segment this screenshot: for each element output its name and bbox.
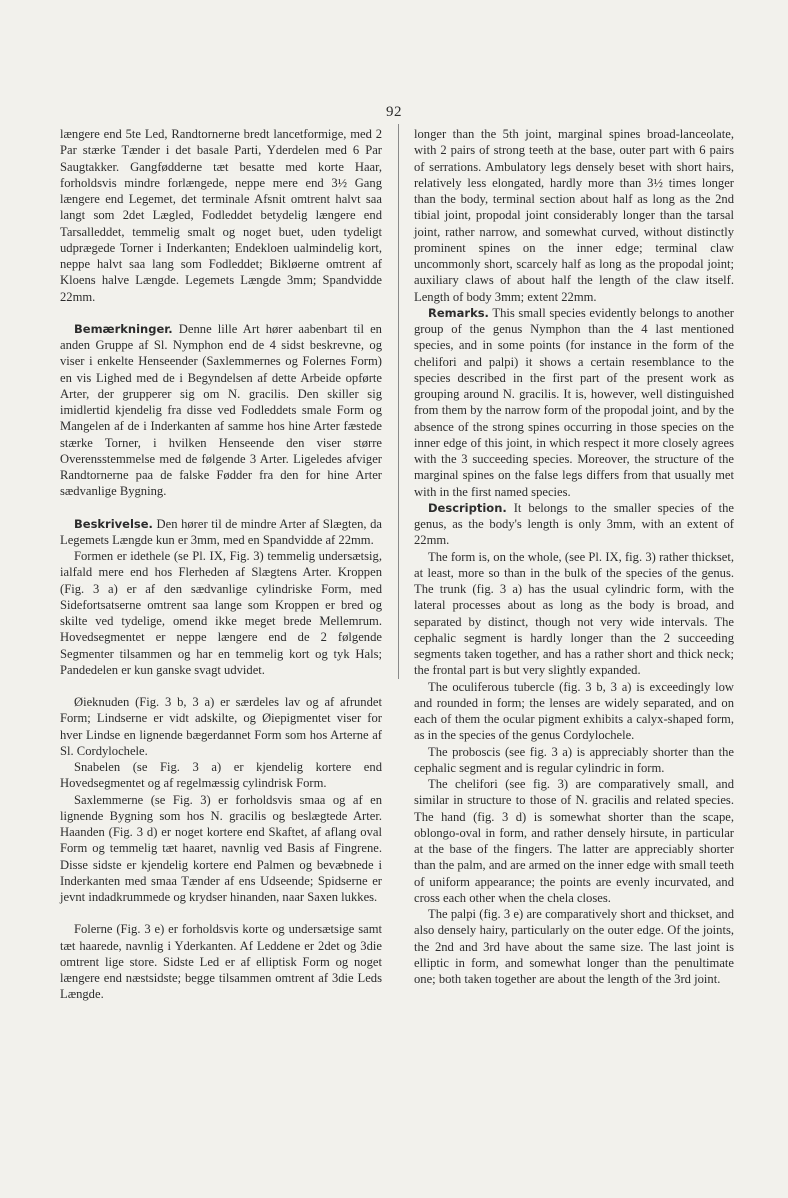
right-paragraph-palpi: The palpi (fig. 3 e) are comparatively short and thickset, and also densely hairy, particularly on the outer edge. Of the joints, the 2nd and 3rd have about the same size. The last joint is elliptic in form, and somewhat longer than the penultimate one; both taken together are about the length of the 3rd joint.	[414, 907, 734, 986]
right-description-text: It belongs to the smaller species of the genus, as the body's length is only 3mm, with an extent of 22mm.	[414, 500, 734, 548]
right-remarks-heading: Remarks.	[428, 305, 489, 320]
left-paragraph-form: Formen er idethele (se Pl. IX, Fig. 3) temmelig undersætsig, ialfald mere end hos Flerheden af Slægtens Arter. Kroppen (Fig. 3 a) er af den sædvanlige cylindriske Form, med Sidefortsatserne omtrent saa lange som Kroppen er bred og skilte ved tydelige, omend ikke meget brede Mellemrum. Hovedsegmentet er neppe længere end de 2 følgende Segmenter tilsammen og har en temmelig kort og tyk Hals; Pandedelen er kun ganske svagt udvidet.	[60, 549, 382, 677]
right-paragraph-eye: The oculiferous tubercle (fig. 3 b, 3 a) is exceedingly low and rounded in form; the lenses are widely separated, and on each of them the ocular pigment exhibits a calyx-shaped form, as in the species of the genus Cordylochele.	[414, 679, 734, 743]
left-paragraph-remarks	[60, 321, 382, 500]
right-paragraph-chelifori: The chelifori (see fig. 3) are comparatively small, and similar in structure to those of N. gracilis and related species. The hand (fig. 3 d) is somewhat shorter than the scape, oblongo-oval in form, and rather densely hirsute, in particular at the base of the fingers. The latter are appreciably shorter than the palm, and are armed on the inner edge with small teeth of uniform appearance; the points are evenly incurvated, and cross each other when the chela closes.	[414, 777, 734, 905]
left-remarks-text: Denne lille Art hører aabenbart til en anden Gruppe af Sl. Nymphon end de 4 sidst beskrevne, og viser i enkelte Henseender (Saxlemmernes og Folernes Form) en vis Lighed med de i Begyndelsen af dette Arbeide opførte Arter, der grupperer sig om N. gracilis. Den skiller sig imidlertid kjendelig fra disse ved Fodleddets smale Form og Mangelen af de i Inderkanten af samme hos hine Arter fæstede stærke Torner, i hvilken Henseende den viser større Overensstemmelse med de følgende 3 Arter. Ligeledes afviger Randtornerne paa de falske Fødder fra den for hine Arter sædvanlige Bygning.	[60, 321, 382, 499]
page-number: 92	[386, 104, 402, 120]
right-description-heading: Description.	[428, 500, 507, 515]
left-remarks-heading: Bemærkninger.	[74, 321, 173, 336]
left-description-heading: Beskrivelse.	[74, 516, 153, 531]
left-paragraph-palpi: Folerne (Fig. 3 e) er forholdsvis korte og undersætsige samt tæt haarede, navnlig i Yderkanten. Af Leddene er 2det og 3die omtrent lige store. Sidste Led er af elliptisk Form og noget længere end næstsidste; begge tilsammen omtrent af 3die Leds Længde.	[60, 922, 382, 1002]
left-paragraph-1: længere end 5te Led, Randtornerne bredt lancetformige, med 2 Par stærke Tænder i det basale Parti, Yderdelen med 6 Par Saugtakker. Gangfødderne tæt besatte med korte Haar, forholdsvis mindre forlængede, neppe mere end 3½ Gang længere end Legemet, det terminale Afsnit omtrent halvt saa langt som 2det Lægled, Fodleddet betydelig længere end Tarsalleddet, temmelig smalt og noget buet, uden tydeligt udprægede Torner i Inderkanten; Endekloen ualmindelig kort, neppe halvt saa lang som Fodleddet; Bikløerne omtrent af Kloens halve Længde. Legemets Længde 3mm; Spandvidde 22mm.	[60, 127, 382, 304]
right-paragraph-form: The form is, on the whole, (see Pl. IX, fig. 3) rather thickset, at least, more so than in the bulk of the species of the genus. The trunk (fig. 3 a) has the usual cylindric form, with the lateral processes about as long as the body is broad, and separated by distinct, though not very wide intervals. The cephalic segment is hardly longer than the 2 succeeding segments taken together, and has a rather short and thick neck; the frontal part is but very slightly expanded.	[414, 549, 734, 678]
left-column-danish	[60, 126, 382, 1003]
left-description-text: Den hører til de mindre Arter af Slægten, da Legemets Længde kun er 3mm, med en Spandvidde af 22mm.	[60, 516, 382, 547]
left-paragraph-description	[60, 516, 382, 549]
right-remarks-text: This small species evidently belongs to another group of the genus Nymphon than the 4 last mentioned species, and in some points (for instance in the form of the chelifori and palpi) it shows a certain resemblance to the species described in the first part of the present work as grouping around N. gracilis. It is, however, well distinguished from them by the narrow form of the propodal joint, and by the absence of the strong spines occurring in those species on the inner edge of this joint, in which respect it more closely agrees with the 3 succeeding species. Moreover, the structure of the marginal spines on the false legs differs from that usually met with in the first named species.	[414, 305, 734, 499]
right-column-english	[414, 126, 734, 987]
right-paragraph-proboscis: The proboscis (see fig. 3 a) is appreciably shorter than the cephalic segment and is regular cylindric in form.	[414, 744, 734, 775]
column-divider	[398, 124, 399, 679]
right-paragraph-description	[414, 500, 734, 549]
left-paragraph-eye: Øieknuden (Fig. 3 b, 3 a) er særdeles lav og af afrundet Form; Lindserne er vidt adskilte, og Øiepigmentet viser for hver Lindse en lignende bægerdannet Form som hos Arterne af Sl. Cordylochele.	[60, 695, 382, 758]
left-paragraph-chelifori: Saxlemmerne (se Fig. 3) er forholdsvis smaa og af en lignende Bygning som hos N. gracilis og beslægtede Arter. Haanden (Fig. 3 d) er noget kortere end Skaftet, af aflang oval Form og temmelig tæt haaret, navnlig ved Basis af Fingrene. Disse sidste er kjendelig kortere end Palmen og bevæbnede i Inderkanten med smaa Tænder af ens Udseende; Spidserne er jevnt indadkrummede og krydser hinanden, naar Saxen lukkes.	[60, 792, 382, 904]
right-paragraph-remarks	[414, 305, 734, 500]
left-paragraph-proboscis: Snabelen (se Fig. 3 a) er kjendelig kortere end Hovedsegmentet og af regelmæssig cylindrisk Form.	[60, 760, 382, 791]
right-paragraph-1: longer than the 5th joint, marginal spines broad-lanceolate, with 2 pairs of strong teeth at the base, outer part with 6 pairs of serrations. Ambulatory legs densely beset with short hairs, relatively less elongated, hardly more than 3½ times longer than the body, terminal section about half as long as the 2nd tibial joint, propodal joint considerably longer than the tarsal joint, rather narrow, and somewhat curved, without distinctly prominent spines on the inner edge; terminal claw uncommonly short, scarcely half as long as the propodal joint; auxiliary claws of about half the length of the claw itself. Length of body 3mm; extent 22mm.	[414, 127, 734, 304]
